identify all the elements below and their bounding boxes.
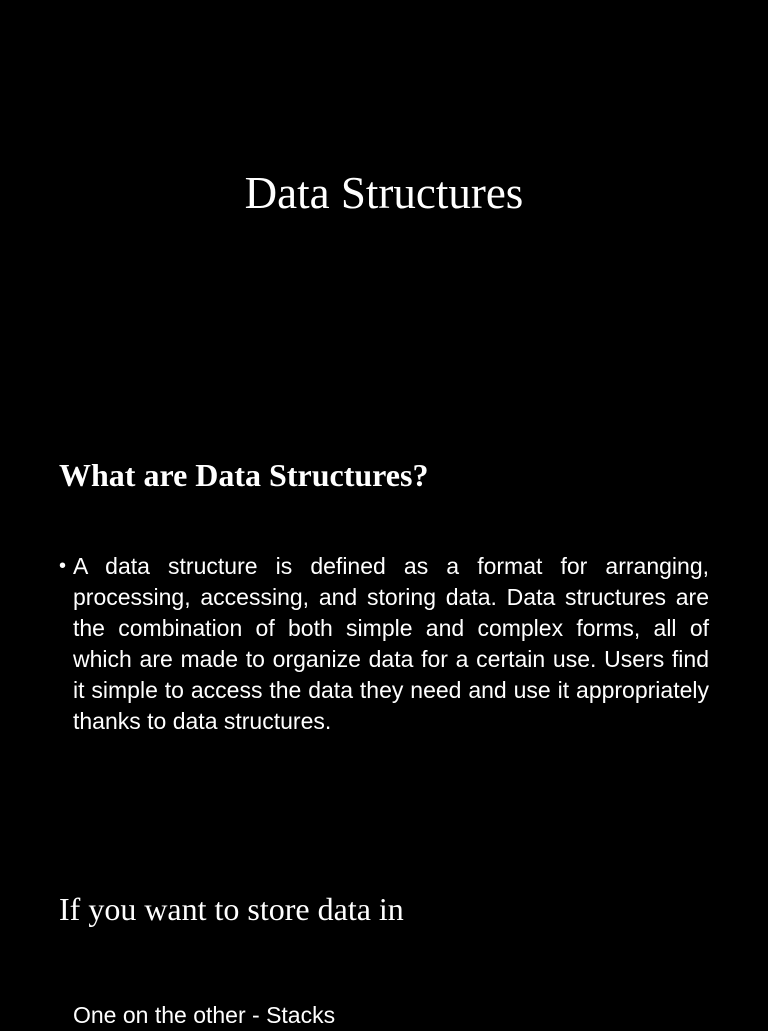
bullet-icon: • (59, 555, 67, 577)
section-heading: What are Data Structures? (59, 457, 429, 493)
storage-prompt: If you want to store data in (59, 891, 404, 927)
definition-text: A data structure is defined as a format for arranging, processing, accessing, and storing data. Data structures are the combination of both simple and complex forms, all of which are made to organize data for a certain use. Users find it simple to access the data they need and use it appropriately thanks to data structures. (73, 553, 709, 734)
definition-bullet (59, 551, 709, 737)
list-item: One on the other - Stacks (73, 1002, 336, 1028)
slide-title: Data Structures (244, 168, 524, 218)
